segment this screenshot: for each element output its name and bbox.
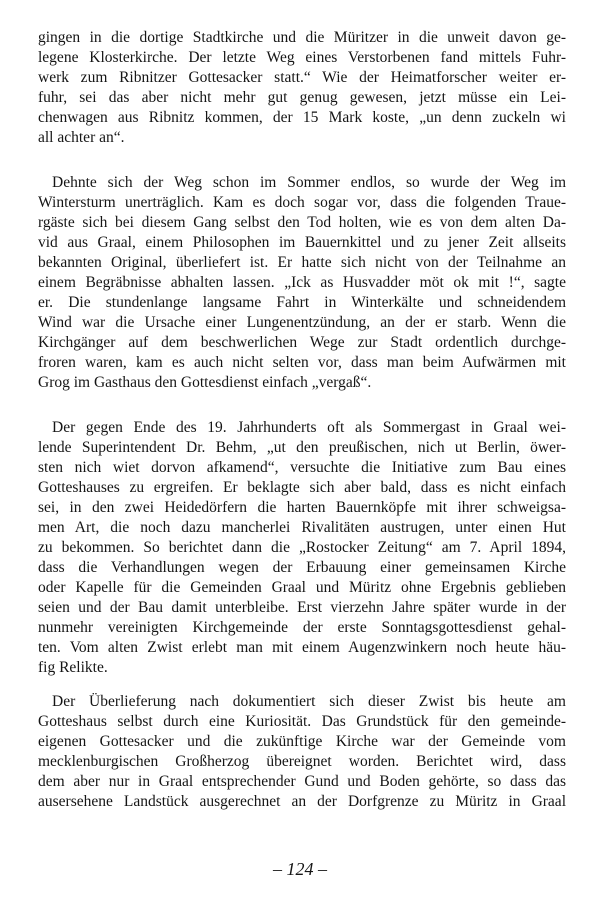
text-line: zu bekommen. So berichtet dann die „Rostocker Zeitung“ am 7. April 1894, [38,539,566,556]
text-line: legene Klosterkirche. Der letzte Weg eines Verstorbenen fand mittels Fuhr- [38,49,566,66]
text-line: sten nich wiet dorvon afkamend“, versuchte die Initiative zum Bau eines [38,459,566,476]
text-line: Kirchgänger auf dem beschwerlichen Wege zur Stadt ordentlich durchge- [38,334,566,351]
text-line: fig Relikte. [38,659,108,676]
text-line: mecklenburgischen Großherzog übereignet worden. Berichtet wird, dass [38,753,566,770]
text-line: dass die Verhandlungen wegen der Erbauung einer gemeinsamen Kirche [38,559,566,576]
text-line: er. Die stundenlange langsame Fahrt in Winterkälte und schneidendem [38,294,566,311]
text-line: oder Kapelle für die Gemeinden Graal und Müritz ohne Ergebnis geblieben [38,579,566,596]
text-line: Gotteshaus selbst durch eine Kuriosität. Das Grundstück für den gemeinde- [38,713,566,730]
text-line: eigenen Gottesacker und die zukünftige Kirche war der Gemeinde vom [38,733,566,750]
text-line: werk zum Ribnitzer Gottesacker statt.“ Wie der Heimatforscher weiter er- [38,69,566,86]
text-line: Dehnte sich der Weg schon im Sommer endlos, so wurde der Weg im [52,174,566,191]
text-line: Der gegen Ende des 19. Jahrhunderts oft als Sommergast in Graal wei- [52,419,566,436]
text-line: all achter an“. [38,129,125,146]
text-line: bekannten Original, überliefert ist. Er hatte sich nicht von der Teilnahme an [38,254,566,271]
text-line: men Art, die noch dazu mancherlei Rivalitäten austrugen, unter einen Hut [38,519,566,536]
text-line: Wintersturm unerträglich. Kam es doch sogar vor, dass die folgenden Traue- [38,194,566,211]
text-line: ten. Vom alten Zwist erlebt man mit einem Augenzwinkern noch heute häu- [38,639,566,656]
text-line: lende Superintendent Dr. Behm, „ut den preußischen, nich ut Berlin, öwer- [38,439,566,456]
text-line: dem aber nur in Graal entsprechender Gund und Boden gehörte, so dass das [38,773,566,790]
text-line: vid aus Graal, einem Philosophen im Bauernkittel und zu jener Zeit allseits [38,234,566,251]
text-line: Grog im Gasthaus den Gottesdienst einfach „vergaß“. [38,374,372,391]
text-line: Wind war die Ursache einer Lungenentzündung, an der er starb. Wenn die [38,314,566,331]
text-line: sei, in den zwei Heidedörfern die harten Bauernköpfe mit ihrer schweigsa- [38,499,566,516]
text-line: fuhr, sei das aber nicht mehr gut genug gewesen, jetzt müsse ein Lei- [38,89,566,106]
text-line: Gotteshauses zu ergreifen. Er beklagte sich aber bald, dass es nicht einfach [38,479,566,496]
text-line: Der Überlieferung nach dokumentiert sich dieser Zwist bis heute am [52,693,566,710]
page-number: – 124 – [273,859,327,879]
text-line: einem Begräbnisse abhalten lassen. „Ick as Husvadder möt ok mit !“, sagte [38,274,566,291]
text-line: nunmehr vereinigten Kirchgemeinde der erste Sonntagsgottesdienst gehal- [38,619,566,636]
text-line: froren waren, kam es auch nicht selten vor, dass man beim Aufwärmen mit [38,354,566,371]
text-line: seien und der Bau damit unterbleibe. Erst vierzehn Jahre später wurde in der [38,599,566,616]
text-line: rgäste sich bei diesem Gang selbst den Tod holten, wie es von dem alten Da- [38,214,566,231]
text-line: chenwagen aus Ribnitz kommen, der 15 Mark koste, „un denn zuckeln wi [38,109,566,126]
text-line: ausersehene Landstück ausgerechnet an der Dorfgrenze zu Müritz in Graal [38,793,566,810]
text-line: gingen in die dortige Stadtkirche und die Müritzer in die unweit davon ge- [38,29,566,46]
